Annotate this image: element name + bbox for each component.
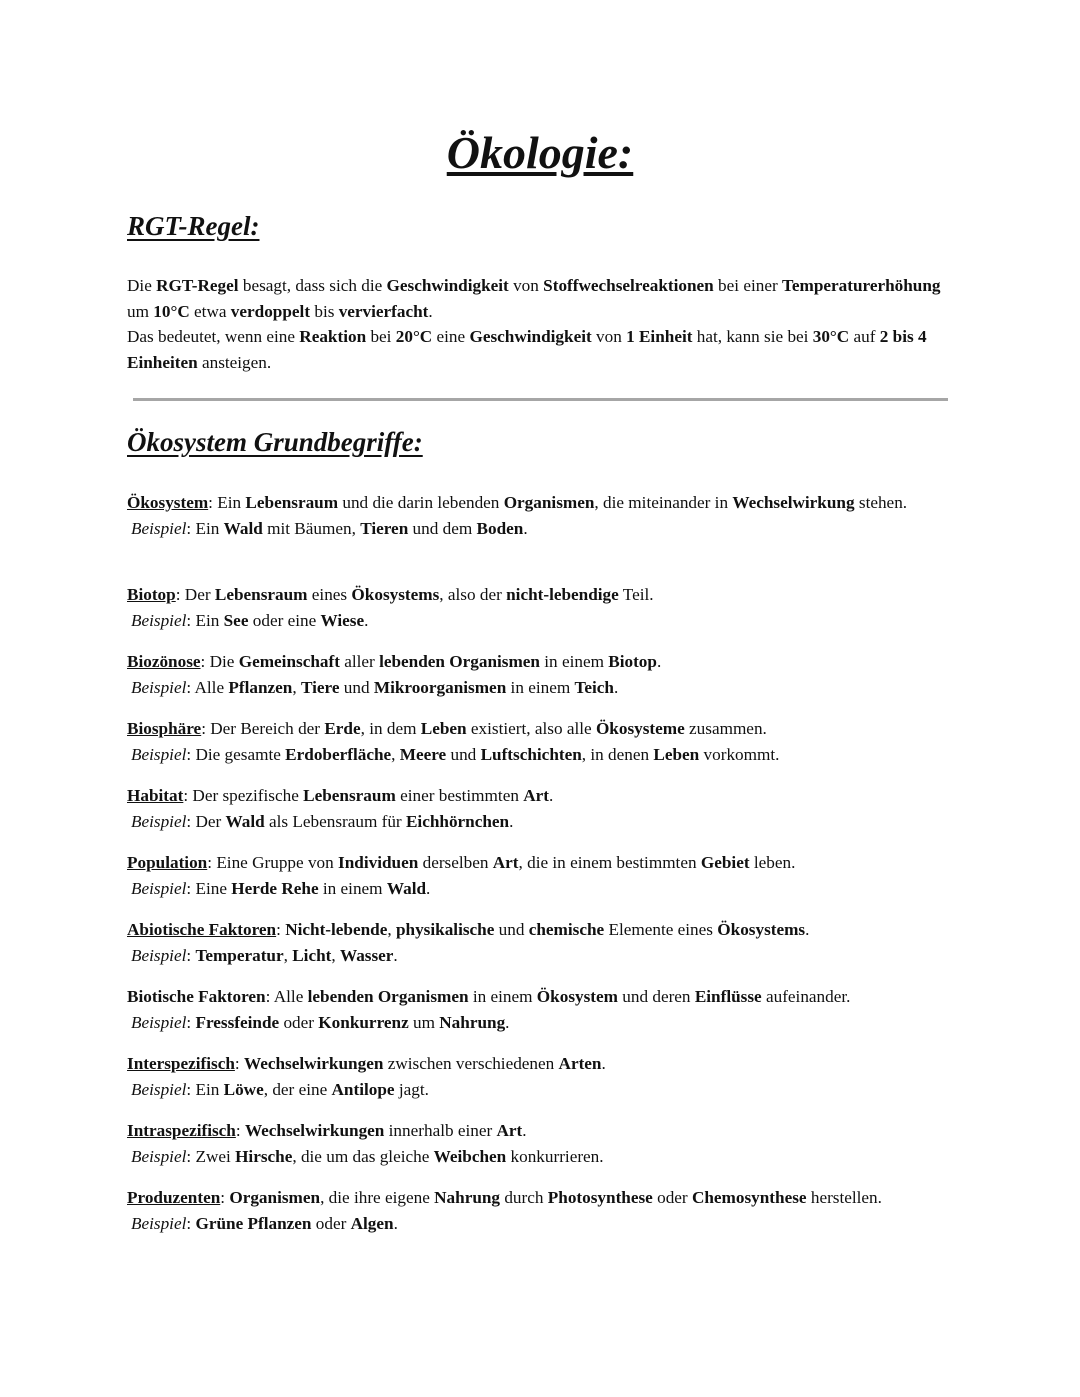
- definition-desc-run: innerhalb einer: [384, 1121, 497, 1140]
- definition-separator: :: [175, 585, 185, 604]
- definition-desc-run: .: [656, 652, 662, 671]
- example-text-run: Erdoberfläche: [285, 744, 392, 764]
- definition-desc-run: Erde: [324, 719, 361, 738]
- definition-separator: :: [265, 987, 274, 1006]
- example-text-run: Konkurrenz: [318, 1012, 409, 1032]
- definition-example: [127, 675, 967, 701]
- rgt-paragraph-2-run: hat, kann sie bei: [692, 327, 813, 346]
- example-label: Beispiel: [131, 677, 187, 697]
- definition-term: Intraspezifisch: [127, 1121, 236, 1140]
- definition-text: [127, 582, 967, 608]
- definition-example: [127, 608, 967, 634]
- example-text-run: .: [614, 677, 619, 697]
- example-text-run: .: [393, 1213, 398, 1233]
- definition-desc-run: zusammen.: [684, 719, 767, 738]
- example-text-run: Pflanzen: [228, 677, 293, 697]
- example-text-run: : Ein: [186, 610, 224, 630]
- example-label: Beispiel: [131, 1079, 187, 1099]
- definition-desc-run: in einem: [468, 987, 537, 1006]
- definition-desc-run: Wechselwirkungen: [244, 1121, 385, 1140]
- definition-desc-run: oder: [652, 1188, 692, 1207]
- example-text-run: .: [426, 878, 431, 898]
- example-text-run: oder: [279, 1012, 319, 1032]
- definition-desc-run: Lebensraum: [214, 585, 308, 604]
- example-text-run: : Zwei: [186, 1146, 236, 1166]
- rgt-paragraph-1-run: bei einer: [713, 276, 782, 295]
- example-text-run: Löwe: [223, 1079, 264, 1099]
- rgt-paragraph-1: [127, 276, 941, 321]
- example-text-run: .: [523, 518, 528, 538]
- definition-term: Abiotische Faktoren: [127, 920, 277, 939]
- example-text-run: : Ein: [186, 518, 224, 538]
- definition-desc-run: physikalische: [395, 920, 495, 939]
- example-text-run: und dem: [408, 518, 477, 538]
- definition-text: [127, 716, 967, 742]
- example-text-run: jagt.: [394, 1079, 429, 1099]
- example-text-run: Hirsche: [235, 1146, 293, 1166]
- example-text-run: um: [408, 1012, 440, 1032]
- example-label: Beispiel: [131, 610, 187, 630]
- definition-desc-run: Lebensraum: [245, 493, 339, 512]
- definition-desc-run: Der: [184, 585, 215, 604]
- example-text-run: : Eine: [186, 878, 232, 898]
- example-text-run: Boden: [476, 518, 524, 538]
- definition-desc-run: derselben: [418, 853, 493, 872]
- example-text-run: Wald: [386, 878, 427, 898]
- definition-term: Habitat: [127, 786, 184, 805]
- definition-separator: :: [201, 719, 211, 738]
- rgt-paragraph-1-run: bis: [310, 301, 339, 321]
- definition-text: [127, 649, 967, 675]
- definition-desc-run: , also der: [439, 585, 507, 604]
- example-text-run: oder eine: [248, 610, 321, 630]
- definition-text: [127, 490, 967, 516]
- definition-desc-run: existiert, also alle: [466, 719, 596, 738]
- definition-desc-run: ,: [387, 920, 396, 939]
- definition-desc-run: .: [522, 1121, 527, 1140]
- example-text-run: .: [505, 1012, 510, 1032]
- rgt-paragraph-2-run: Reaktion: [299, 327, 367, 346]
- rgt-paragraph-2-run: 20°C: [395, 327, 433, 346]
- example-text-run: und: [339, 677, 374, 697]
- definition-desc-run: Alle: [273, 987, 308, 1006]
- definition-text: [127, 1051, 967, 1077]
- rgt-paragraph-1-run: von: [508, 276, 544, 295]
- section-divider: [133, 398, 948, 401]
- example-text-run: , der eine: [263, 1079, 332, 1099]
- rgt-paragraph-1-run: besagt, dass sich die: [238, 276, 387, 295]
- definition-desc-run: , in dem: [360, 719, 421, 738]
- definition-term: Ökosystem: [127, 493, 209, 512]
- example-text-run: ,: [391, 744, 400, 764]
- definition-desc-run: Art: [496, 1121, 523, 1140]
- example-label: Beispiel: [131, 1213, 187, 1233]
- definition-item: [127, 1051, 967, 1118]
- example-text-run: Tiere: [300, 677, 340, 697]
- example-text-run: Meere: [399, 744, 447, 764]
- definition-item: [127, 716, 967, 783]
- definition-text: [127, 783, 967, 809]
- definition-desc-run: und die darin lebenden: [338, 493, 504, 512]
- rgt-paragraph-1-run: verdoppelt: [230, 301, 311, 321]
- definition-separator: :: [276, 920, 286, 939]
- example-text-run: : Alle: [186, 677, 229, 697]
- example-text-run: Wald: [225, 811, 265, 831]
- example-text-run: :: [186, 1012, 196, 1032]
- definition-example: [127, 1077, 967, 1103]
- example-text-run: Grüne Pflanzen: [195, 1213, 312, 1233]
- definition-term: Biosphäre: [127, 719, 202, 738]
- rgt-paragraph-1-run: .: [428, 301, 433, 321]
- example-text-run: : Die gesamte: [186, 744, 286, 764]
- definition-list: [127, 490, 967, 1277]
- definition-desc-run: Lebensraum: [303, 786, 396, 805]
- definition-desc-run: .: [549, 786, 554, 805]
- definition-item: [127, 1118, 967, 1185]
- example-text-run: Eichhörnchen: [405, 811, 510, 831]
- definition-desc-run: Teil.: [618, 585, 654, 604]
- example-text-run: Wiese: [320, 610, 365, 630]
- definition-desc-run: Art: [492, 853, 519, 872]
- definition-separator: :: [234, 1054, 244, 1073]
- example-text-run: Licht: [292, 945, 332, 965]
- definition-text: [127, 1118, 967, 1144]
- example-text-run: Teich: [574, 677, 614, 697]
- example-text-run: in einem: [506, 677, 575, 697]
- example-text-run: : Ein: [186, 1079, 224, 1099]
- example-text-run: Wasser: [339, 945, 394, 965]
- definition-desc-run: Ökosystem: [536, 987, 618, 1006]
- definition-desc-run: leben.: [749, 853, 796, 872]
- example-text-run: Wald: [223, 518, 263, 538]
- rgt-paragraph-2-run: Geschwindigkeit: [469, 327, 592, 346]
- definition-example: [127, 809, 967, 835]
- example-text-run: .: [364, 610, 369, 630]
- definition-example: [127, 1010, 967, 1036]
- definition-desc-run: Die: [209, 652, 239, 671]
- definition-desc-run: aufeinander.: [761, 987, 851, 1006]
- definition-desc-run: herstellen.: [806, 1188, 882, 1207]
- definition-desc-run: Ökosystems: [351, 585, 440, 604]
- definition-desc-run: zwischen verschiedenen: [383, 1054, 559, 1073]
- definition-desc-run: Der spezifische: [192, 786, 304, 805]
- definition-desc-run: durch: [500, 1188, 548, 1207]
- definition-desc-run: nicht-lebendige: [506, 585, 619, 604]
- definition-desc-run: Nahrung: [434, 1188, 501, 1207]
- definition-desc-run: Der Bereich der: [210, 719, 325, 738]
- rgt-paragraph-2-run: auf: [849, 327, 880, 346]
- definition-item: [127, 984, 967, 1051]
- example-text-run: : Der: [186, 811, 226, 831]
- example-text-run: mit Bäumen,: [262, 518, 361, 538]
- rgt-paragraph-2: [127, 327, 927, 372]
- example-text-run: ,: [331, 945, 340, 965]
- definition-item: [127, 649, 967, 716]
- example-label: Beispiel: [131, 811, 187, 831]
- definition-desc-run: stehen.: [854, 493, 908, 512]
- definition-desc-run: Gebiet: [700, 853, 750, 872]
- definition-desc-run: Arten: [558, 1054, 602, 1073]
- definition-example: [127, 742, 967, 768]
- definition-text: [127, 984, 967, 1010]
- rgt-paragraph-2-run: ansteigen.: [197, 352, 272, 372]
- definition-desc-run: Ökosystems: [717, 920, 806, 939]
- example-text-run: Algen: [350, 1213, 394, 1233]
- definition-desc-run: Art: [523, 786, 549, 805]
- definition-desc-run: Individuen: [338, 853, 419, 872]
- example-label: Beispiel: [131, 518, 187, 538]
- example-text-run: See: [223, 610, 249, 630]
- rgt-paragraph-1-run: Temperaturerhöhung: [782, 276, 941, 295]
- definition-item: [127, 783, 967, 850]
- rgt-paragraph-1-run: vervierfacht: [338, 301, 429, 321]
- definition-item: [127, 1185, 967, 1277]
- definition-desc-run: einer bestimmten: [395, 786, 524, 805]
- definition-text: [127, 1185, 967, 1211]
- rgt-paragraph-1-run: 10°C: [153, 301, 190, 321]
- rgt-paragraph-1-run: um: [127, 301, 154, 321]
- definition-separator: :: [200, 652, 210, 671]
- definition-desc-run: Wechselwirkungen: [243, 1054, 384, 1073]
- definition-desc-run: , die miteinander in: [594, 493, 733, 512]
- definition-desc-run: und: [494, 920, 529, 939]
- definition-example: [127, 1211, 967, 1237]
- example-text-run: konkurrieren.: [506, 1146, 604, 1166]
- rgt-paragraph-2-run: 2 bis 4 Einheiten: [127, 327, 927, 372]
- definition-desc-run: Organismen: [229, 1188, 321, 1207]
- example-text-run: Temperatur: [195, 945, 284, 965]
- definition-desc-run: und deren: [617, 987, 695, 1006]
- example-text-run: Tieren: [360, 518, 409, 538]
- rgt-paragraph-2-run: 30°C: [812, 327, 850, 346]
- page-title: Ökologie:: [446, 127, 634, 178]
- definition-term: Interspezifisch: [127, 1054, 235, 1073]
- definition-desc-run: Photosynthese: [547, 1188, 653, 1207]
- definition-term: Population: [127, 853, 208, 872]
- definition-item: [127, 917, 967, 984]
- example-text-run: :: [186, 945, 196, 965]
- rgt-paragraph-1-run: Geschwindigkeit: [386, 276, 509, 295]
- example-label: Beispiel: [131, 945, 187, 965]
- definition-desc-run: Einflüsse: [694, 987, 762, 1006]
- example-text-run: Fressfeinde: [195, 1012, 280, 1032]
- definition-desc-run: Wechselwirkung: [732, 493, 855, 512]
- definition-desc-run: aller: [339, 652, 380, 671]
- rgt-paragraph-2-run: von: [591, 327, 627, 346]
- definition-desc-run: chemische: [528, 920, 605, 939]
- rgt-paragraph-1-run: Die: [127, 276, 157, 295]
- example-text-run: Leben: [653, 744, 700, 764]
- example-text-run: ,: [292, 677, 301, 697]
- example-text-run: Mikroorganismen: [373, 677, 507, 697]
- definition-desc-run: Nicht-lebende: [285, 920, 388, 939]
- definition-example: [127, 876, 967, 902]
- example-text-run: oder: [311, 1213, 351, 1233]
- definition-term: Biozönose: [127, 652, 201, 671]
- example-text-run: Nahrung: [439, 1012, 506, 1032]
- rgt-paragraph-1-run: RGT-Regel: [156, 276, 239, 295]
- definition-desc-run: Organismen: [503, 493, 595, 512]
- definition-desc-run: Leben: [420, 719, 467, 738]
- example-text-run: und: [446, 744, 481, 764]
- rgt-paragraph: [127, 273, 957, 375]
- rgt-paragraph-2-run: 1 Einheit: [626, 327, 693, 346]
- definition-desc-run: Chemosynthese: [691, 1188, 807, 1207]
- rgt-paragraph-2-run: Das bedeutet, wenn eine: [127, 327, 300, 346]
- definition-example: [127, 516, 967, 542]
- example-label: Beispiel: [131, 1012, 187, 1032]
- oekosystem-heading: Ökosystem Grundbegriffe:: [127, 427, 423, 457]
- definition-term: Biotop: [127, 585, 176, 604]
- definition-text: [127, 850, 967, 876]
- definition-desc-run: .: [601, 1054, 606, 1073]
- definition-term: Biotische Faktoren: [127, 987, 266, 1006]
- example-label: Beispiel: [131, 744, 187, 764]
- definition-desc-run: .: [805, 920, 810, 939]
- definition-desc-run: Biotop: [608, 652, 657, 671]
- example-text-run: .: [509, 811, 514, 831]
- example-text-run: Weibchen: [433, 1146, 507, 1166]
- definition-example: [127, 1144, 967, 1170]
- definition-item: [127, 490, 967, 582]
- example-text-run: , die um das gleiche: [292, 1146, 434, 1166]
- example-text-run: :: [186, 1213, 196, 1233]
- definition-desc-run: lebenden Organismen: [379, 652, 540, 671]
- definition-desc-run: Ein: [217, 493, 246, 512]
- definition-item: [127, 850, 967, 917]
- definition-desc-run: Eine Gruppe von: [216, 853, 339, 872]
- definition-desc-run: , die ihre eigene: [320, 1188, 435, 1207]
- example-text-run: Antilope: [331, 1079, 395, 1099]
- definition-text: [127, 917, 967, 943]
- rgt-paragraph-1-run: etwa: [189, 301, 231, 321]
- example-text-run: ,: [283, 945, 293, 965]
- definition-desc-run: in einem: [539, 652, 609, 671]
- rgt-paragraph-2-run: bei: [366, 327, 396, 346]
- definition-example: [127, 943, 967, 969]
- rgt-heading: RGT-Regel:: [127, 211, 260, 241]
- definition-item: [127, 582, 967, 649]
- definition-desc-run: , die in einem bestimmten: [518, 853, 701, 872]
- example-text-run: Luftschichten: [480, 744, 582, 764]
- definition-desc-run: Gemeinschaft: [238, 652, 340, 671]
- example-label: Beispiel: [131, 878, 187, 898]
- example-text-run: .: [393, 945, 398, 965]
- example-text-run: als Lebensraum für: [264, 811, 406, 831]
- definition-separator: :: [208, 493, 218, 512]
- example-text-run: Herde Rehe: [231, 878, 319, 898]
- definition-desc-run: Elemente eines: [604, 920, 718, 939]
- definition-desc-run: lebenden Organismen: [307, 987, 469, 1006]
- example-label: Beispiel: [131, 1146, 187, 1166]
- rgt-paragraph-2-run: eine: [432, 327, 470, 346]
- example-text-run: , in denen: [581, 744, 654, 764]
- example-text-run: in einem: [318, 878, 387, 898]
- rgt-paragraph-1-run: Stoffwechselreaktionen: [543, 276, 714, 295]
- definition-separator: :: [207, 853, 217, 872]
- definition-separator: :: [183, 786, 193, 805]
- definition-desc-run: Ökosysteme: [595, 719, 685, 738]
- example-text-run: vorkommt.: [699, 744, 780, 764]
- definition-separator: :: [220, 1188, 230, 1207]
- definition-desc-run: eines: [307, 585, 352, 604]
- definition-term: Produzenten: [127, 1188, 221, 1207]
- definition-separator: :: [235, 1121, 245, 1140]
